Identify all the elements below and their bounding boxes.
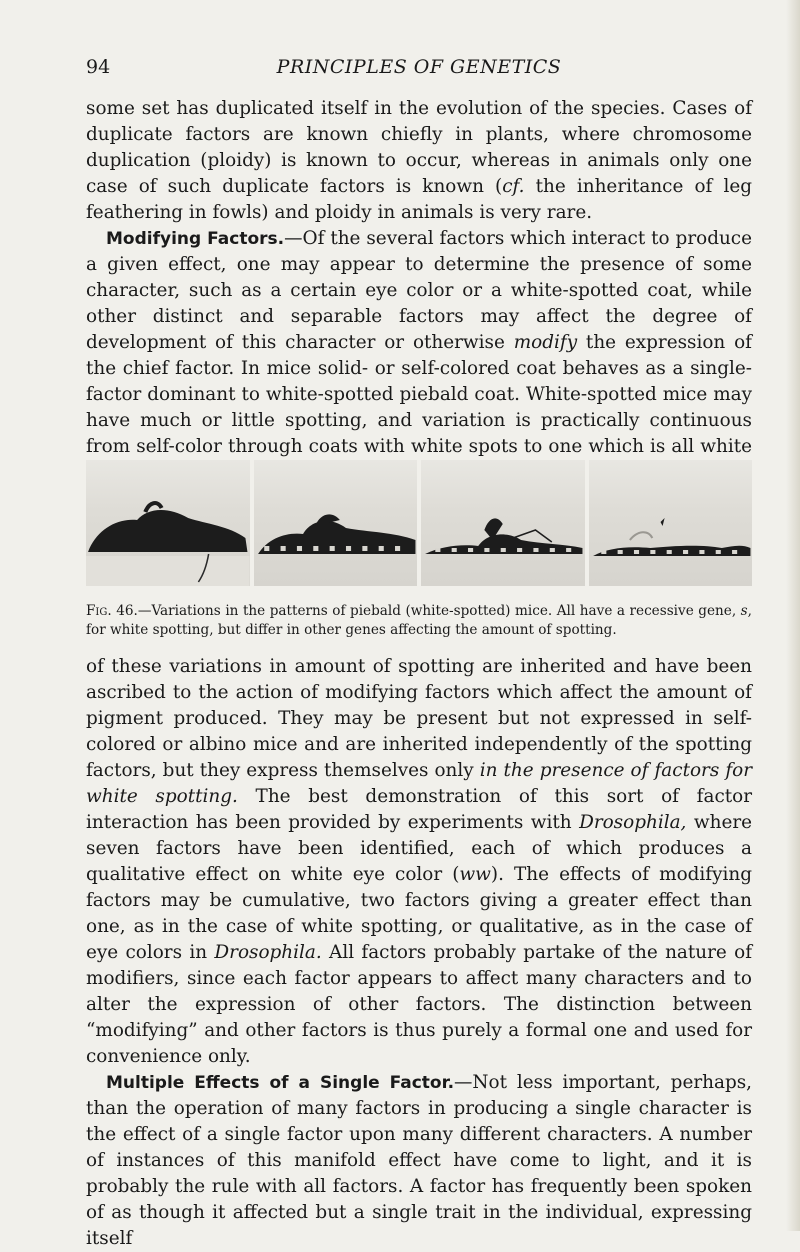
- section-heading-modifying-factors: Modifying Factors.: [106, 229, 285, 249]
- paragraph-duplicate-factors: some set has duplicated itself in the evolution of the species. Cases of duplicate factors are known chiefly in plants, where chromosome duplication (ploidy) is known to occur, whereas in animals only one case of such duplicate factors is known (cf. the inheritance of leg feathering in fowls) and ploidy in animals is very rare.: [86, 98, 752, 223]
- figure-caption: Fig. 46.—Variations in the patterns of piebald (white-spotted) mice. All have a recessive gene, s, for white spotting, but differ in other genes affecting the amount of spotting.: [86, 603, 752, 638]
- gene-symbol: s: [740, 603, 748, 619]
- mouse-photo-2: [254, 460, 418, 586]
- mouse-photo-1: [86, 460, 250, 586]
- mouse-photo-4: [589, 460, 753, 586]
- page-header: [86, 56, 752, 82]
- cf-abbrev: cf.: [502, 176, 525, 197]
- modify-italic: modify: [513, 332, 578, 353]
- mouse-photo-3: [421, 460, 585, 586]
- drosophila-italic-2: Drosophila.: [214, 942, 322, 963]
- body-text-bottom: [86, 654, 752, 1252]
- section-heading-multiple-effects: Multiple Effects of a Single Factor.: [106, 1073, 455, 1093]
- drosophila-italic-1: Drosophila,: [579, 812, 687, 833]
- paragraph-modifying-factors: Modifying Factors.—Of the several factors which interact to produce a given effect, one may appear to determine the presence of some character, such as a certain eye color or a white-spotted coat, while other distinct and separable factors may affect the degree of development of this character or otherwise modify the expression of the chief factor. In mice solid- or self-colored coat behaves as a single-factor dominant to white-spotted piebald coat. White-spotted mice may have much or little spotting, and variation is practically continuous from self-color through coats with white spots to one which is all white: [86, 228, 752, 457]
- figure-46-mice-photographs: [86, 455, 752, 597]
- running-title: PRINCIPLES OF GENETICS: [276, 56, 562, 78]
- italic-phrase-white-spotting: in the presence of factors for white spotting.: [86, 760, 752, 807]
- paragraph-multiple-effects: Multiple Effects of a Single Factor.—Not less important, perhaps, than the operation of many factors in producing a single character is the effect of a single factor upon many different characters. A number of instances of this manifold effect have come to light, and it is probably the rule with all factors. A factor has frequently been spoken of as though it affected but a single trait in the individual, expressing itself: [86, 1072, 752, 1249]
- figure-label: Fig. 46.: [86, 603, 138, 619]
- ww-italic: ww: [459, 864, 491, 885]
- page-edge-shadow: [786, 0, 800, 1231]
- body-text-top: [86, 96, 752, 486]
- paragraph-spotting-variations: of these variations in amount of spotting are inherited and have been ascribed to the action of modifying factors which affect the amount of pigment produced. They may be present but not expressed in self-colored or albino mice and are inherited independently of the spotting factors, but they express themselves only in the presence of factors for white spotting. The best demonstration of this sort of factor interaction has been provided by experiments with Drosophila, where seven factors have been identified, each of which produces a qualitative effect on white eye color (ww). The effects of modifying factors may be cumulative, two factors giving a greater effect than one, as in the case of white spotting, or qualitative, as in the case of eye colors in Drosophila. All factors probably partake of the nature of modifiers, since each factor appears to affect many characters and to alter the expression of other factors. The distinction between “modifying” and other factors is thus purely a formal one and used for convenience only.: [86, 656, 753, 1067]
- page-number: 94: [86, 56, 111, 78]
